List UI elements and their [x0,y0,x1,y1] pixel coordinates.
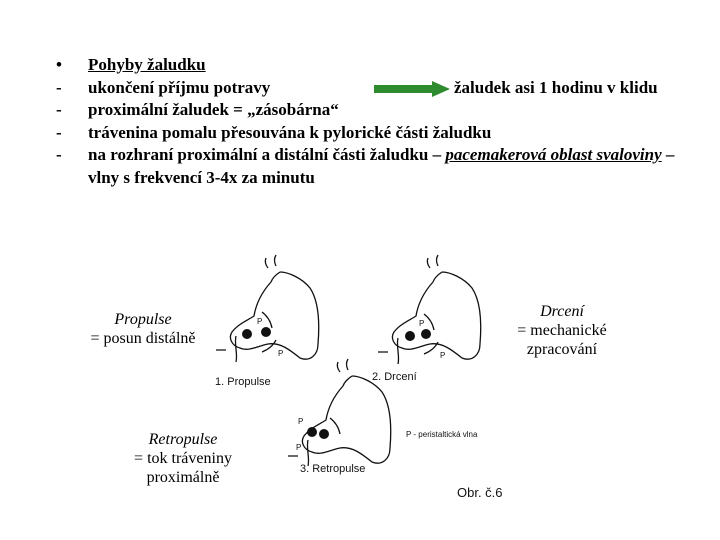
propulse-title: Propulse [114,311,172,328]
wave-marker-label: P [278,349,284,358]
bullet-marker: - [56,122,62,142]
figure-number: Obr. č.6 [457,485,503,500]
bullet-text: Pohyby žaludku [88,55,206,74]
wave-marker-label: P [298,417,304,426]
drceni-description: = mechanické zpracování [517,322,607,358]
wave-marker-label: P [419,319,425,328]
bullet-text-end: – vlny s frekvencí 3-4x za minutu [88,145,675,187]
bullet-text: proximální žaludek = „zásobárna“ [88,100,339,119]
bullet-marker: - [56,100,62,119]
bullet-text-start: na rozhraní proximální a distální části žaludku – [88,145,446,164]
retropulse-title: Retropulse [148,431,218,448]
bullet-text: trávenina pomalu přesouvána k pylorické části žaludku [88,122,492,142]
peristaltic-wave-markers-propulse [242,327,271,339]
figure-caption-drceni: 2. Drcení [372,371,417,383]
bullet-arrow-result: žaludek asi 1 hodinu v klidu [454,77,658,97]
figure-caption-propulse: 1. Propulse [215,376,271,388]
wave-marker-label: P [296,443,302,452]
bullet-marker: • [56,55,62,74]
figure-caption-retropulse: 3. Retropulse [300,463,366,475]
retropulse-description: = tok tráveniny proximálně [134,450,232,486]
bullet-text: ukončení příjmu potravy [88,77,271,97]
bullet-marker: - [56,145,62,164]
stomach-diagram-propulse [216,255,319,362]
drceni-title: Drcení [540,303,584,320]
peristaltic-wave-markers-drceni [405,329,431,341]
peristaltic-wave-markers-retropulse [307,427,329,439]
pacemaker-term: pacemakerová oblast svaloviny [445,145,662,164]
bullet-marker: - [56,77,62,97]
stomach-diagram-drceni [378,255,481,364]
propulse-description: = posun distálně [90,330,196,347]
figure-legend: P - peristaltická vlna [406,430,478,439]
wave-marker-label: P [257,317,263,326]
wave-marker-label: P [440,351,446,360]
